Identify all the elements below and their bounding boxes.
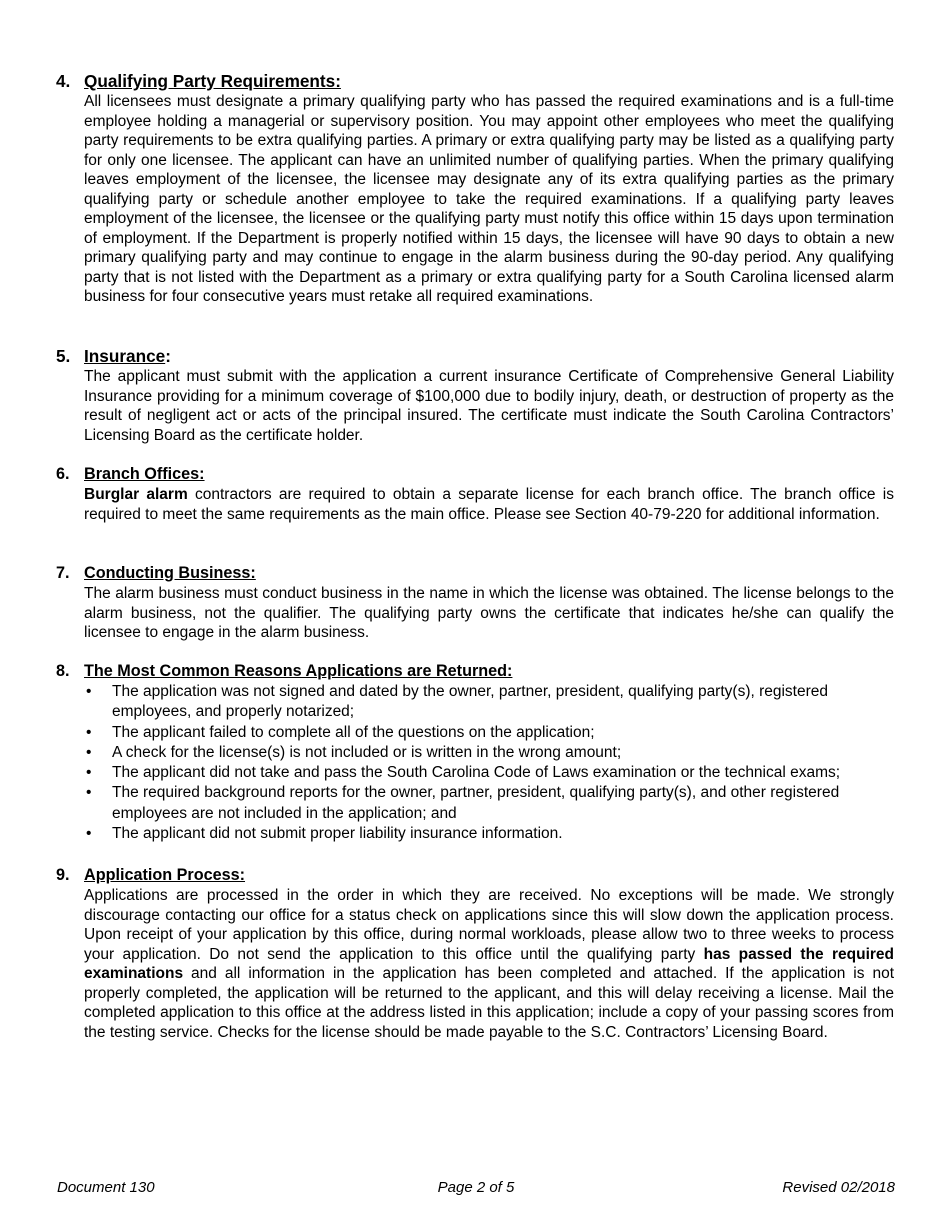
section-insurance [56, 347, 894, 445]
bullet-icon: • [86, 764, 92, 782]
section-heading [56, 564, 894, 583]
section-title: Branch Offices: [84, 465, 205, 483]
list-item [84, 824, 894, 844]
bullet-icon: • [86, 683, 92, 700]
list-item [84, 723, 894, 743]
section-number: 8. [56, 662, 70, 680]
section-body [84, 584, 894, 643]
section-paragraph [84, 485, 894, 524]
list-item [84, 763, 894, 783]
list-item-text: The applicant did not submit proper liability insurance information. [112, 825, 563, 843]
list-item [84, 743, 894, 763]
section-number: 5. [56, 346, 71, 366]
section-number: 6. [56, 465, 70, 483]
section-body [84, 886, 894, 1042]
footer-revision-date: Revised 02/2018 [782, 1179, 895, 1196]
paragraph-text: and all information in the application has been completed and attached. If the application is not properly completed, the application will be returned to the applicant, and this will delay receiving a license. Mail the completed application to this office at the address listed in this application; include a copy of your passing scores from the testing service. Checks for the license should be made payable to the S.C. Contractors’ Licensing Board. [84, 965, 894, 1041]
section-number: 7. [56, 564, 70, 582]
list-item-text: The required background reports for the owner, partner, president, qualifying party(s), and other registered employees are not included in the application; and [112, 784, 840, 822]
section-heading [56, 347, 894, 366]
paragraph-text: Applications are processed in the order in which they are received. No exceptions will be made. We strongly discourage contacting our office for a status check on applications since this will slow down the application process. Upon receipt of your application by this office, during normal workloads, please allow two to three weeks to process your application. Do not send the application to this office until the qualifying party [84, 887, 894, 963]
section-heading [56, 866, 894, 885]
footer-page-number: Page 2 of 5 [437, 1179, 515, 1196]
section-title-colon: : [165, 346, 171, 366]
page-footer [57, 1179, 895, 1199]
paragraph-text: contractors are required to obtain a separate license for each branch office. The branch office is required to meet the same requirements as the main office. Please see Section 40-79-220 for additional information. [84, 486, 894, 523]
section-heading [56, 465, 894, 484]
section-qualifying-party [56, 72, 894, 307]
bold-lead: Burglar alarm [84, 486, 188, 503]
list-item [84, 682, 894, 723]
section-paragraph [84, 886, 894, 1042]
section-conducting-business [56, 564, 894, 643]
reasons-list [84, 682, 894, 844]
list-item [84, 783, 894, 824]
section-number: 9. [56, 866, 70, 884]
bold-emphasis: has passed the required examinations [84, 945, 895, 982]
section-title: Application Process: [84, 866, 246, 884]
section-application-process [56, 866, 894, 1042]
section-common-reasons [56, 662, 894, 844]
list-item-text: The application was not signed and dated by the owner, partner, president, qualifying party(s), registered employees, and properly notarized; [112, 683, 829, 721]
bullet-icon: • [86, 743, 92, 761]
bullet-icon: • [86, 723, 92, 741]
list-item-text: The applicant failed to complete all of the questions on the application; [112, 723, 595, 741]
section-body [84, 485, 894, 524]
section-paragraph: The applicant must submit with the application a current insurance Certificate of Comprehensive General Liability Insurance providing for a minimum coverage of $100,000 due to bodily injury, death, or destruction of property as the result of negligent act or acts of the principal insured. The certificate must indicate the South Carolina Contractors’ Licensing Board as the certificate holder. [84, 368, 894, 444]
list-item-text: A check for the license(s) is not included or is written in the wrong amount; [112, 743, 622, 761]
section-body [84, 92, 894, 307]
bullet-icon: • [86, 784, 92, 802]
section-title: Insurance [84, 346, 166, 366]
section-number: 4. [56, 71, 71, 91]
bullet-icon: • [86, 825, 92, 843]
list-item-text: The applicant did not take and pass the South Carolina Code of Laws examination or the technical exams; [112, 764, 841, 782]
section-heading [56, 662, 894, 681]
section-branch-offices [56, 465, 894, 524]
section-heading [56, 72, 894, 91]
section-title: The Most Common Reasons Applications are Returned: [84, 662, 513, 680]
footer-document-id: Document 130 [57, 1179, 155, 1196]
section-paragraph: All licensees must designate a primary qualifying party who has passed the required examinations and is a full-time employee holding a managerial or supervisory position. You may appoint other employees who meet the qualifying party requirements to be extra qualifying parties. A primary or extra qualifying party may be listed as a qualifying party for only one licensee. The applicant can have an unlimited number of qualifying parties. When the primary qualifying leaves employment of the licensee, the licensee may designate any of its extra qualifying parties as the primary qualifying party or schedule another employee to take the required examinations. If a qualifying party leaves employment of the licensee, the licensee or the qualifying party must notify this office within 15 days upon termination of employment. If the Department is properly notified within 15 days, the licensee will have 90 days to obtain a new primary qualifying party and may continue to engage in the alarm business during the 90-day period. Any qualifying party that is not listed with the Department as a primary or extra qualifying party for a South Carolina licensed alarm business for four consecutive years must retake all required examinations. [84, 93, 894, 305]
section-title: Conducting Business: [84, 564, 256, 582]
section-paragraph: The alarm business must conduct business in the name in which the license was obtained. The license belongs to the alarm business, not the qualifier. The qualifying party owns the certificate that indicates he/she can qualify the licensee to engage in the alarm business. [84, 585, 894, 641]
section-title: Qualifying Party Requirements: [84, 71, 341, 91]
section-body [84, 367, 894, 445]
